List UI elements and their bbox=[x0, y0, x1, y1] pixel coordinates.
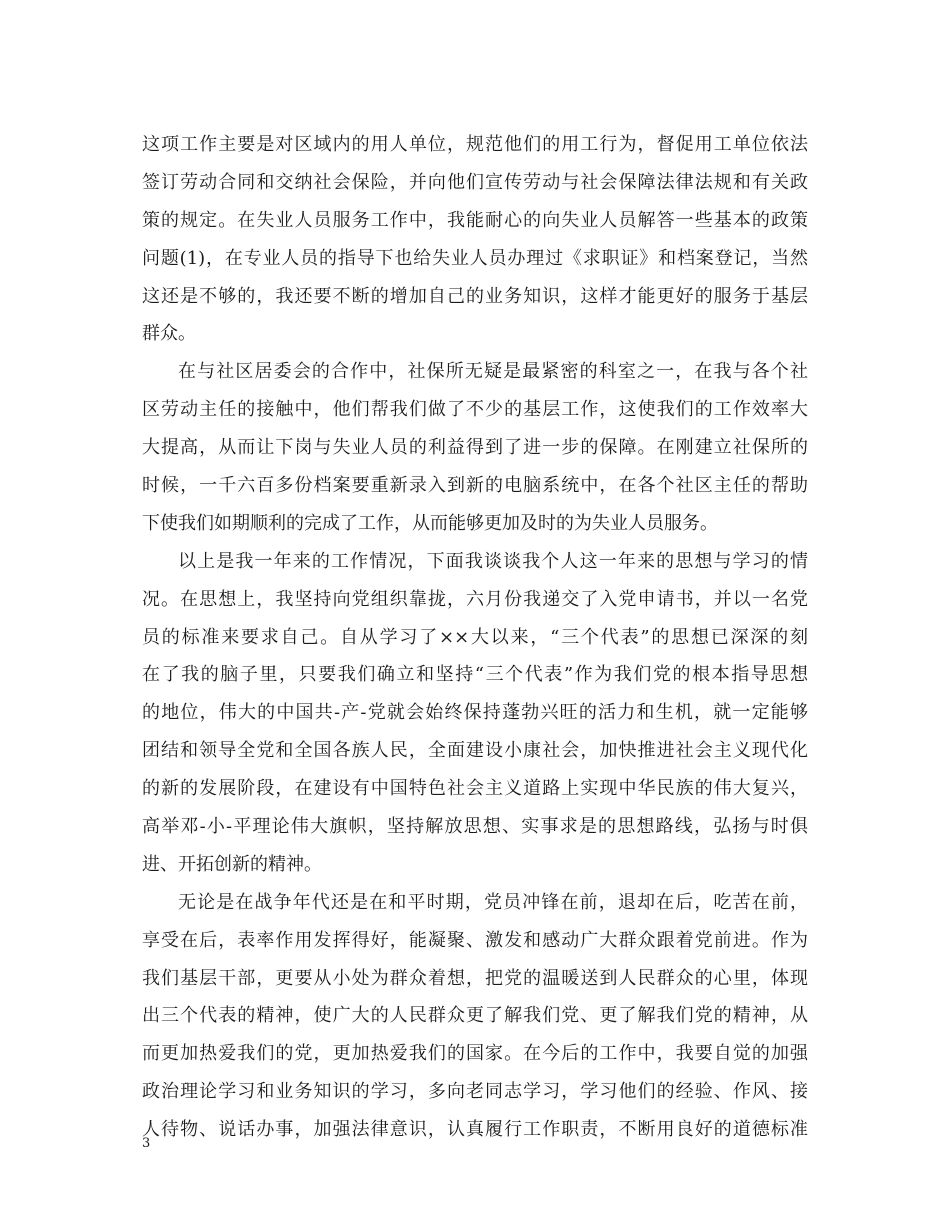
text-line: 享受在后，表率作用发挥得好，能凝聚、激发和感动广大群众跟着党前进。作为 bbox=[142, 929, 808, 951]
body-text bbox=[142, 126, 808, 1149]
text-line: 在与社区居委会的合作中，社保所无疑是最紧密的科室之一，在我与各个社 bbox=[178, 361, 808, 383]
text-line: 高举邓-小-平理论伟大旗帜，坚持解放思想、实事求是的思想路线，弘扬与时俱 bbox=[142, 816, 808, 838]
text-line: 问题(1)，在专业人员的指导下也给失业人员办理过《求职证》和档案登记，当然 bbox=[142, 247, 808, 269]
text-line: 这还是不够的，我还要不断的增加自己的业务知识，这样才能更好的服务于基层 bbox=[142, 285, 808, 307]
text-line: 员的标准来要求自己。自从学习了××大以来，“三个代表”的思想已深深的刻 bbox=[142, 626, 808, 648]
text-line: 出三个代表的精神，使广大的人民群众更了解我们党、更了解我们党的精神，从 bbox=[142, 1005, 808, 1027]
text-line: 时候，一千六百多份档案要重新录入到新的电脑系统中，在各个社区主任的帮助 bbox=[142, 475, 808, 497]
text-line: 群众。 bbox=[142, 323, 196, 345]
text-line: 团结和领导全党和全国各族人民，全面建设小康社会，加快推进社会主义现代化 bbox=[142, 740, 808, 762]
text-line: 策的规定。在失业人员服务工作中，我能耐心的向失业人员解答一些基本的政策 bbox=[142, 209, 808, 231]
text-line: 区劳动主任的接触中，他们帮我们做了不少的基层工作，这使我们的工作效率大 bbox=[142, 399, 808, 421]
text-line: 的地位，伟大的中国共-产-党就会始终保持蓬勃兴旺的活力和生机，就一定能够 bbox=[142, 702, 808, 724]
text-line: 进、开拓创新的精神。 bbox=[142, 853, 322, 875]
text-line: 无论是在战争年代还是在和平时期，党员冲锋在前，退却在后，吃苦在前， bbox=[178, 891, 808, 913]
text-line: 以上是我一年来的工作情况，下面我谈谈我个人这一年来的思想与学习的情 bbox=[178, 550, 808, 572]
text-line: 况。在思想上，我坚持向党组织靠拢，六月份我递交了入党申请书，并以一名党 bbox=[142, 588, 808, 610]
text-line: 下使我们如期顺利的完成了工作，从而能够更加及时的为失业人员服务。 bbox=[142, 512, 718, 534]
text-line: 政治理论学习和业务知识的学习，多向老同志学习，学习他们的经验、作风、接 bbox=[142, 1081, 808, 1103]
text-line: 大提高，从而让下岗与失业人员的利益得到了进一步的保障。在刚建立社保所的 bbox=[142, 437, 808, 459]
text-line: 而更加热爱我们的党，更加热爱我们的国家。在今后的工作中，我要自觉的加强 bbox=[142, 1043, 808, 1065]
text-line: 我们基层干部，更要从小处为群众着想，把党的温暖送到人民群众的心里，体现 bbox=[142, 967, 808, 989]
text-line: 的新的发展阶段，在建设有中国特色社会主义道路上实现中华民族的伟大复兴， bbox=[142, 778, 808, 800]
text-line: 在了我的脑子里，只要我们确立和坚持“三个代表”作为我们党的根本指导思想 bbox=[142, 664, 808, 686]
text-line: 人待物、说话办事，加强法律意识，认真履行工作职责，不断用良好的道德标准 bbox=[142, 1119, 808, 1141]
page-number: 3 bbox=[142, 1136, 151, 1151]
text-line: 这项工作主要是对区域内的用人单位，规范他们的用工行为，督促用工单位依法 bbox=[142, 134, 808, 155]
text-line: 签订劳动合同和交纳社会保险，并向他们宣传劳动与社会保障法律法规和有关政 bbox=[142, 171, 808, 193]
